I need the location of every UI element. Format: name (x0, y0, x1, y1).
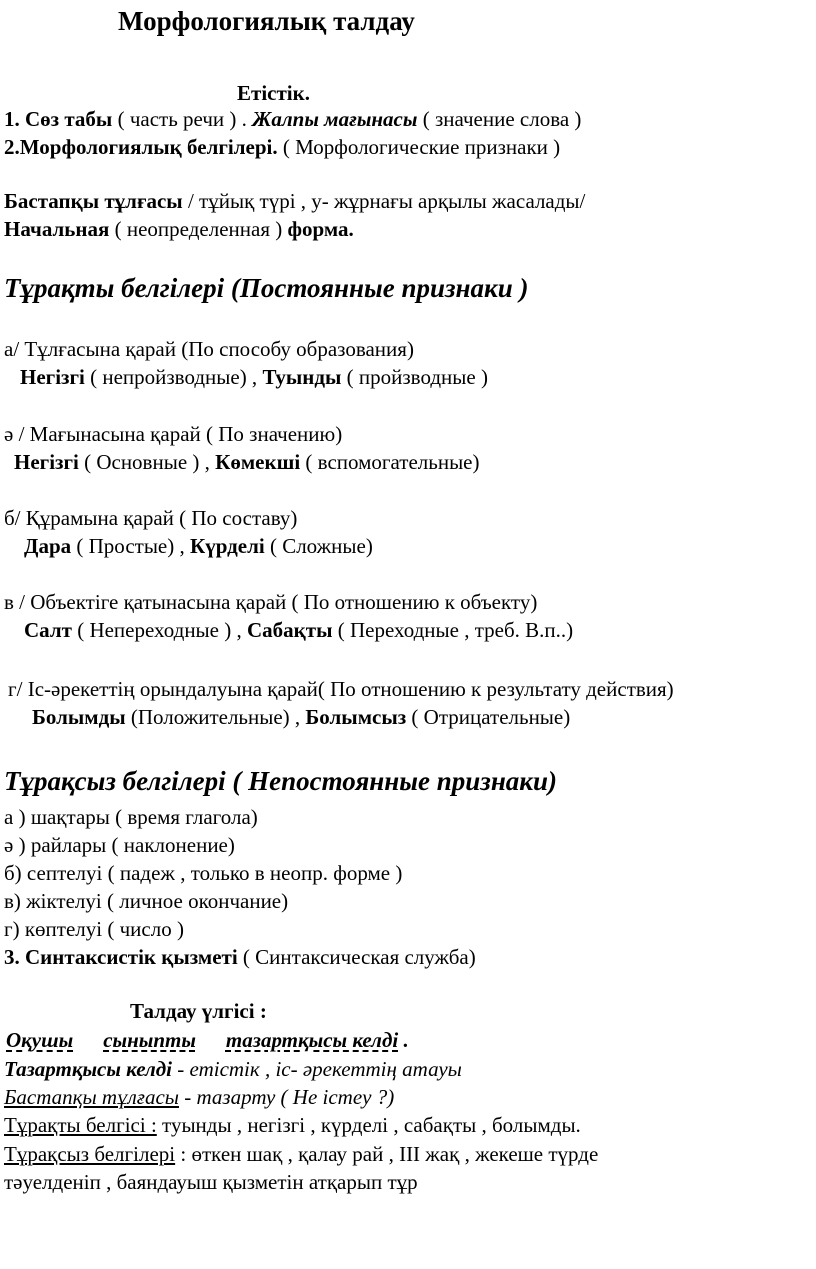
term: Туынды (262, 365, 342, 389)
text: ( Основные ) , (78, 450, 216, 474)
term-bastapky: Бастапқы тұлғасы (4, 189, 183, 213)
item-number: 1. (4, 107, 20, 131)
nonconst-item: г) көптелуі ( число ) (4, 917, 184, 941)
const-g-title: г/ Іс-әрекеттің орындалуына қарай( По отношению к результату действия) (8, 677, 674, 701)
sample-word-predicate: тазартқысы келді (225, 1028, 399, 1052)
text: ( Непереходные ) , (71, 618, 247, 642)
sample-nonconst-cont: тәуелденіп , баяндауыш қызметін атқарып тұр (4, 1170, 418, 1194)
sample-heading: Талдау үлгісі : (130, 999, 267, 1023)
sample-nonconst-line (4, 1141, 598, 1167)
term: Бастапқы тұлғасы (4, 1085, 179, 1109)
page-title: Морфологиялық талдау (118, 6, 415, 36)
term: Негізгі (20, 365, 85, 389)
text: : өткен шақ , қалау рай , ІІІ жақ , жекеше түрде (175, 1142, 599, 1166)
term: Болымды (32, 705, 126, 729)
term: Көмекші (215, 450, 301, 474)
sample-verb-line (4, 1056, 462, 1082)
text: / тұйық түрі , у- жұрнағы арқылы жасалады/ (182, 189, 586, 213)
line-initial-form (4, 188, 585, 214)
text: ( Морфологические признаки ) (277, 135, 561, 159)
term: Дара (24, 534, 72, 558)
text: - етістік , іс- әрекеттің атауы (172, 1057, 462, 1081)
const-heading: Тұрақты белгілері (Постоянные признаки ) (4, 273, 529, 303)
text: ( Сложные) (264, 534, 373, 558)
term: Тазартқысы келді (4, 1057, 173, 1081)
text: ( Синтаксическая служба) (237, 945, 476, 969)
sample-const-line (4, 1112, 581, 1138)
sample-word-subject: Оқушы (6, 1028, 74, 1052)
line-nachalnaya (4, 216, 354, 242)
nonconst-item: а ) шақтары ( время глагола) (4, 805, 258, 829)
term: Негізгі (14, 450, 79, 474)
nonconst-heading: Тұрақсыз белгілері ( Непостоянные признаки) (4, 766, 557, 796)
verb-heading: Етістік. (237, 81, 310, 105)
term: Тұрақсыз белгілері (4, 1142, 176, 1166)
term: Тұрақты белгісі : (4, 1113, 157, 1137)
const-a-title: а/ Тұлғасына қарай (По способу образования) (4, 337, 414, 361)
sample-word-object: сыныпты (103, 1028, 196, 1052)
term: Сабақты (246, 618, 333, 642)
term-zhalpy-magynasy: Жалпы мағынасы (252, 107, 418, 131)
nonconst-item: ә ) райлары ( наклонение) (4, 833, 235, 857)
text: туынды , негізгі , күрделі , сабақты , болымды. (156, 1113, 581, 1137)
text: ( непройзводные) , (84, 365, 263, 389)
text: ( Переходные , треб. В.п..) (332, 618, 574, 642)
const-v-values (24, 617, 573, 643)
nonconst-item: в) жіктелуі ( личное окончание) (4, 889, 289, 913)
const-g-values (32, 704, 570, 730)
line-part-of-speech (4, 106, 581, 132)
text: ( пройзводные ) (341, 365, 488, 389)
term-morph-belgileri: 2.Морфологиялық белгілері. (4, 135, 278, 159)
const-ae-values (14, 449, 480, 475)
term: Күрделі (190, 534, 265, 558)
term: Болымсыз (305, 705, 407, 729)
const-b-values (24, 533, 373, 559)
text: ( Отрицательные) (406, 705, 571, 729)
nonconst-item: б) септелуі ( падеж , только в неопр. форме ) (4, 861, 403, 885)
text: ( часть речи ) . (112, 107, 253, 131)
term: Салт (24, 618, 72, 642)
term-forma: форма. (287, 217, 354, 241)
term-syntax: 3. Синтаксистік қызметі (4, 945, 238, 969)
text: ( вспомогательные) (300, 450, 480, 474)
text: - тазарту ( Не істеу ?) (178, 1085, 395, 1109)
text: ( Простые) , (71, 534, 190, 558)
text: (Положительные) , (125, 705, 306, 729)
sample-dot: . (398, 1028, 409, 1052)
const-b-title: б/ Құрамына қарай ( По составу) (4, 506, 298, 530)
const-a-values (20, 364, 488, 390)
line-syntax (4, 944, 476, 970)
sample-initial-line (4, 1084, 394, 1110)
term-soz-taby: Сөз табы (25, 107, 113, 131)
sample-sentence (6, 1027, 409, 1053)
text: ( неопределенная ) (109, 217, 288, 241)
const-ae-title: ә / Мағынасына қарай ( По значению) (4, 422, 343, 446)
const-v-title: в / Объектіге қатынасына қарай ( По отношению к объекту) (4, 590, 538, 614)
term-nachalnaya: Начальная (4, 217, 110, 241)
line-morph-features (4, 134, 560, 160)
text: ( значение слова ) (417, 107, 582, 131)
